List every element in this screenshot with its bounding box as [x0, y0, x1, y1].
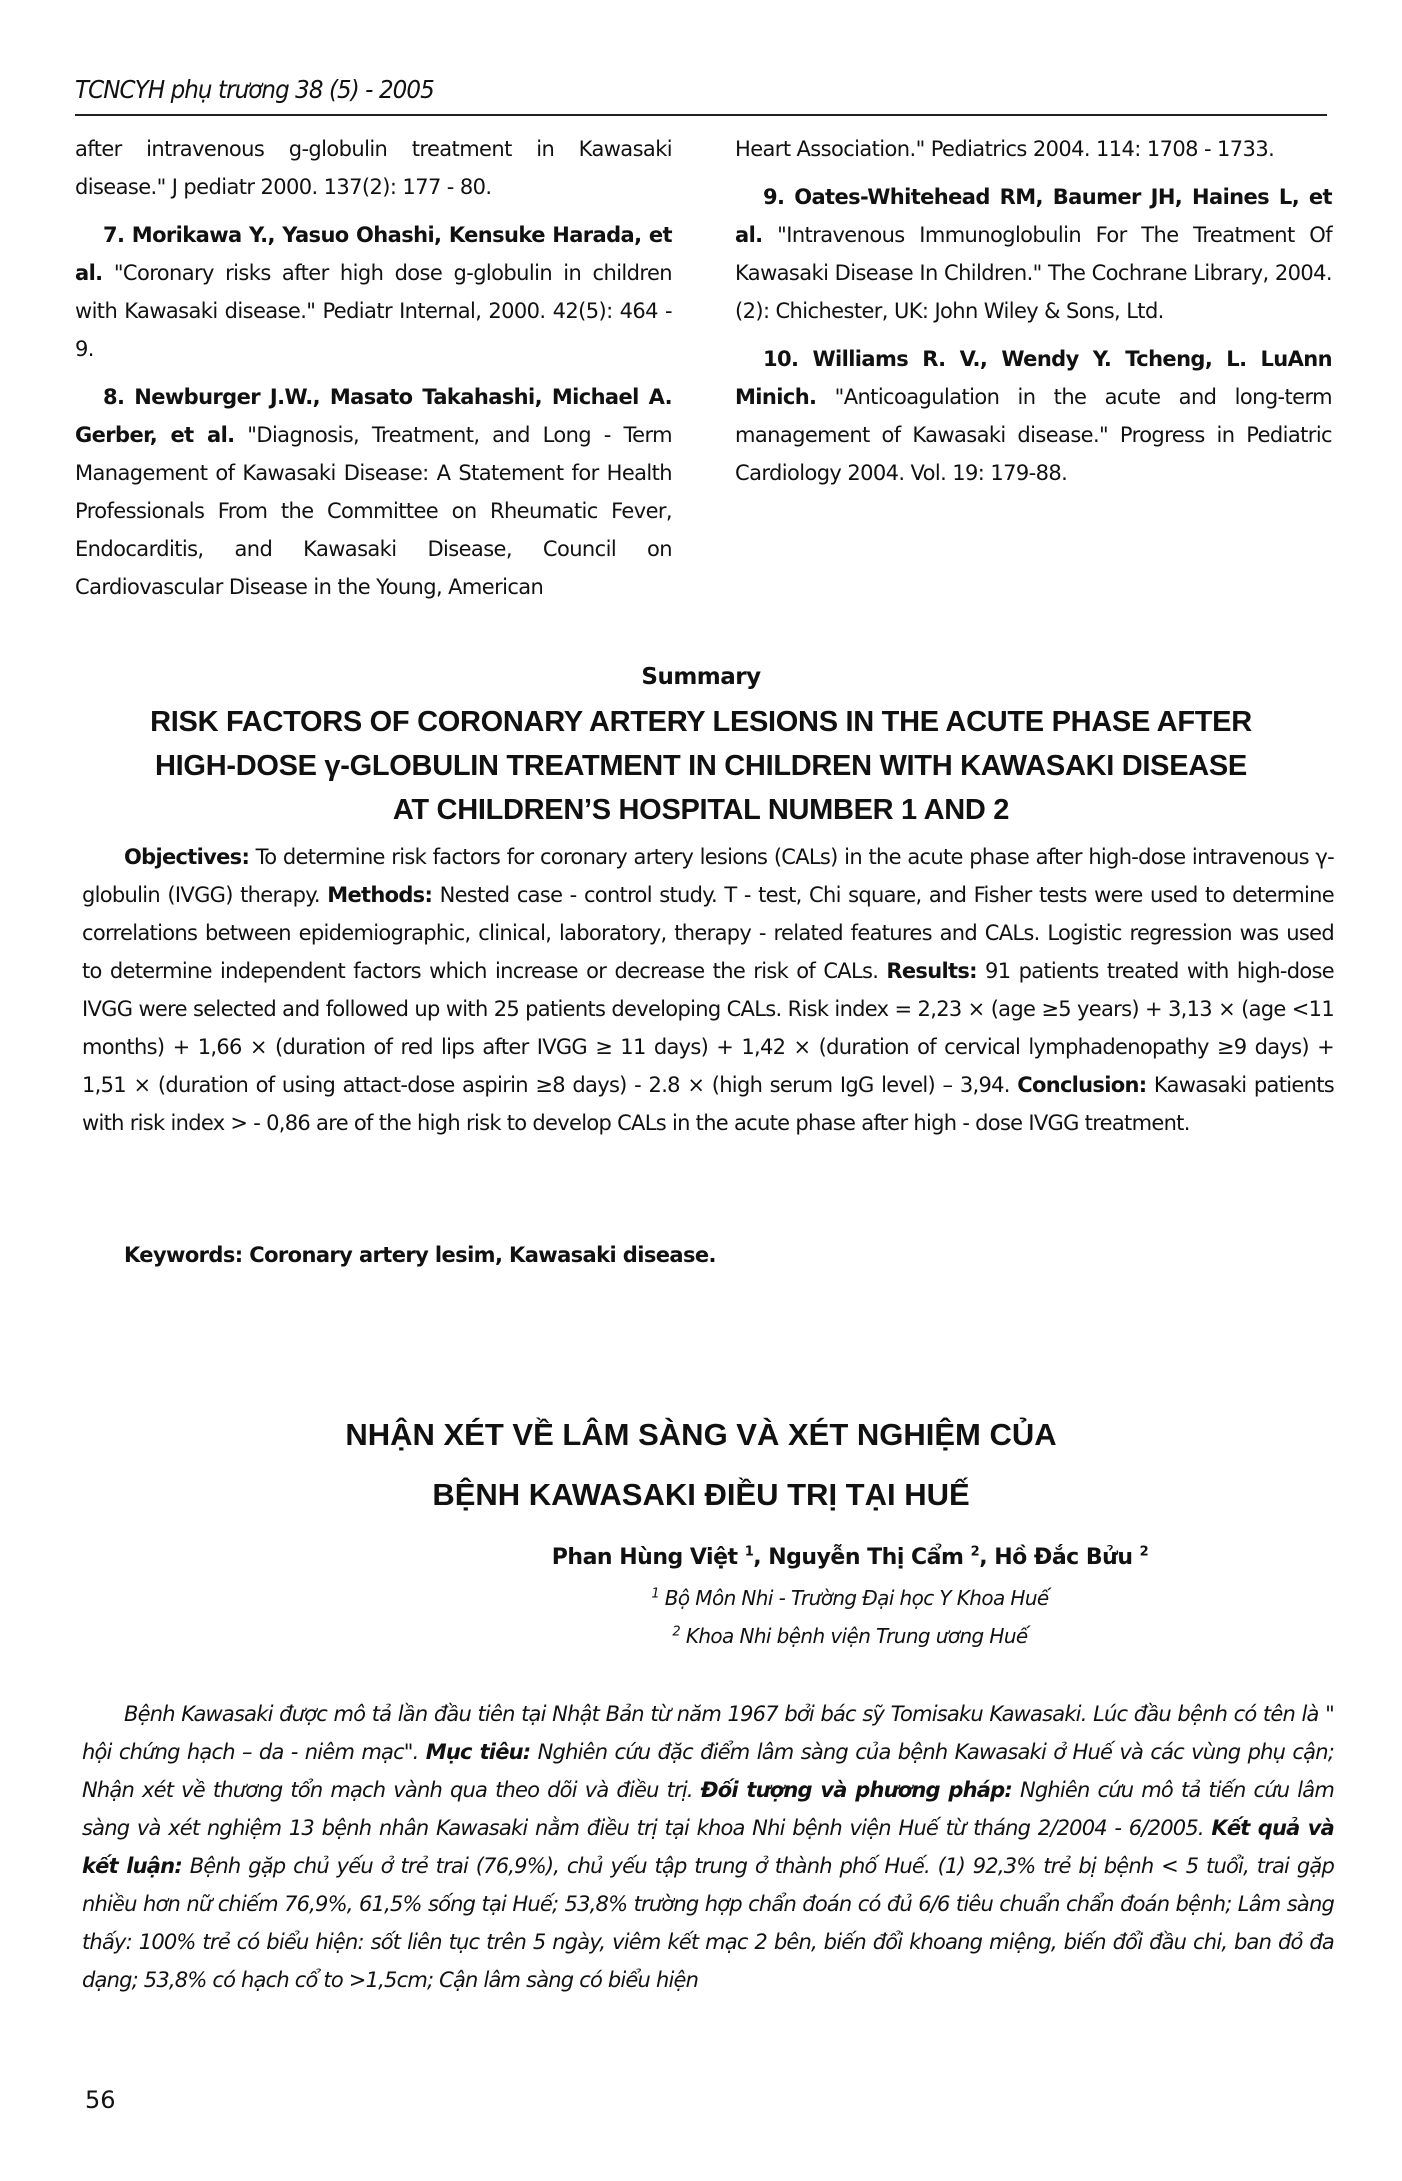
title-line: HIGH-DOSE γ-GLOBULIN TREATMENT IN CHILDREN WITH KAWASAKI DISEASE — [155, 750, 1247, 782]
objectives-text: To determine risk factors for coronary artery lesions (CALs) in the acute phase after high-dose intravenous γ-globulin (IVGG) therapy. — [82, 845, 1334, 907]
vietnamese-article-title — [60, 1405, 1342, 1525]
abstract-intro: Bệnh Kawasaki được mô tả lần đầu tiên tại Nhật Bản từ năm 1967 bởi bác sỹ Tomisaku Kawasaki. Lúc đầu bệnh có tên là " hội chứng hạch – da - niêm mạc". — [82, 1702, 1334, 1764]
methods-label: Methods: — [327, 883, 433, 907]
objective-label: Mục tiêu: — [425, 1740, 531, 1764]
keywords: Keywords: Coronary artery lesim, Kawasaki disease. — [124, 1243, 716, 1267]
reference-text: "Coronary risks after high dose g-globulin in children with Kawasaki disease." Pediatr Internal, 2000. 42(5): 464 - 9. — [75, 261, 672, 361]
affiliation-2 — [400, 1618, 1300, 1654]
author-name: Nguyễn Thị Cẩm — [768, 1545, 964, 1570]
author-list: Phan Hùng Việt $^1$, Nguyễn Thị Cẩm $^2$, Hồ Đắc Bửu $^2$ — [551, 1544, 1149, 1570]
reference-continuation — [75, 130, 672, 206]
methods-text: Nested case - control study. T - test, Chi square, and Fisher tests were used to determine correlations between epidemiographic, clinical, laboratory, therapy - related features and CALs. Logistic regression was used to determine independent factors which increase or decrease the risk of CALs. — [82, 883, 1334, 983]
results-label: Results: — [886, 959, 977, 983]
english-abstract — [82, 838, 1334, 1142]
references-right-column — [735, 130, 1332, 502]
reference-10 — [735, 340, 1332, 492]
reference-text: "Diagnosis, Treatment, and Long - Term Management of Kawasaki Disease: A Statement for Health Professionals From the Committee on Rheumatic Fever, Endocarditis, and Kawasaki Disease, Council on Cardiovascular Disease in the Young, American — [75, 423, 672, 599]
affiliation-mark: 2 — [672, 1624, 681, 1640]
methods-label: Đối tượng và phương pháp: — [700, 1778, 1012, 1802]
reference-9 — [735, 178, 1332, 330]
english-article-title — [60, 700, 1342, 832]
results-label: Kết quả và kết luận: — [82, 1816, 1334, 1878]
abstract-paragraph — [82, 838, 1334, 1142]
conclusion-text: Kawasaki patients with risk index > - 0,86 are of the high risk to develop CALs in the acute phase after high - dose IVGG treatment. — [82, 1073, 1334, 1135]
reference-text: "Intravenous Immunoglobulin For The Treatment Of Kawasaki Disease In Children." The Cochrane Library, 2004. (2): Chichester, UK: John Wiley & Sons, Ltd. — [735, 223, 1332, 323]
methods-text: Nghiên cứu mô tả tiến cứu lâm sàng và xét nghiệm 13 bệnh nhân Kawasaki nằm điều trị tại khoa Nhi bệnh viện Huế từ tháng 2/2004 - 6/2005. — [82, 1778, 1335, 1840]
reference-text: Heart Association." Pediatrics 2004. 114: 1708 - 1733. — [735, 137, 1275, 161]
journal-title: TCNCYH phụ trương 38 (5) - 2005 — [75, 75, 434, 104]
affiliation-text: Bộ Môn Nhi - Trường Đại học Y Khoa Huế — [659, 1586, 1049, 1610]
objectives-label: Objectives: — [124, 845, 250, 869]
conclusion-label: Conclusion: — [1017, 1073, 1147, 1097]
references-left-column — [75, 130, 672, 616]
reference-authors: 10. Williams R. V., Wendy Y. Tcheng, L. LuAnn Minich. — [735, 347, 1332, 409]
affiliation-mark: 1 — [651, 1586, 660, 1602]
reference-authors: 7. Morikawa Y., Yasuo Ohashi, Kensuke Harada, et al. — [75, 223, 672, 285]
title-line: AT CHILDREN’S HOSPITAL NUMBER 1 AND 2 — [392, 794, 1010, 826]
author-affiliation-mark: 2 — [970, 1544, 980, 1560]
reference-text: after intravenous g-globulin treatment in Kawasaki disease." J pediatr 2000. 137(2): 177 - 80. — [75, 137, 672, 199]
title-line: NHẬN XÉT VỀ LÂM SÀNG VÀ XÉT NGHIỆM CỦA — [345, 1417, 1057, 1452]
author-affiliation-mark: 1 — [744, 1544, 754, 1560]
running-header — [75, 70, 1327, 116]
results-text: Bệnh gặp chủ yếu ở trẻ trai (76,9%), chủ yếu tập trung ở thành phố Huế. (1) 92,3% trẻ bị bệnh < 5 tuổi, trai gặp nhiều hơn nữ chiếm 76,9%, 61,5% sống tại Huế; 53,8% trường hợp chẩn đoán có đủ 6/6 tiêu chuẩn chẩn đoán bệnh; Lâm sàng thấy: 100% trẻ có biểu hiện: sốt liên tục trên 5 ngày, viêm kết mạc 2 bên, biến đổi khoang miệng, biến đổi đầu chi, ban đỏ đa dạng; 53,8% có hạch cổ to >1,5cm; Cận lâm sàng có biểu hiện — [82, 1854, 1334, 1992]
reference-continuation — [735, 130, 1332, 168]
reference-authors: 9. Oates-Whitehead RM, Baumer JH, Haines L, et al. — [735, 185, 1332, 247]
summary-heading: Summary — [641, 664, 761, 690]
author-affiliation-mark: 2 — [1139, 1544, 1149, 1560]
reference-7 — [75, 216, 672, 368]
author-name: Phan Hùng Việt — [551, 1545, 738, 1570]
reference-text: "Anticoagulation in the acute and long-term management of Kawasaki disease." Progress in Pediatric Cardiology 2004. Vol. 19: 179-88. — [735, 385, 1332, 485]
vietnamese-abstract — [82, 1695, 1334, 1999]
reference-8 — [75, 378, 672, 606]
author-name: Hồ Đắc Bửu — [994, 1545, 1133, 1570]
reference-authors: 8. Newburger J.W., Masato Takahashi, Michael A. Gerber, et al. — [75, 385, 672, 447]
page-number: 56 — [85, 2086, 116, 2114]
affiliation-1 — [400, 1580, 1300, 1616]
results-text: 91 patients treated with high-dose IVGG were selected and followed up with 25 patients developing CALs. Risk index = 2,23 × (age ≥5 years) + 3,13 × (age <11 months) + 1,66 × (duration of red lips after IVGG ≥ 11 days) + 1,42 × (duration of cervical lymphadenopathy ≥9 days) + 1,51 × (duration of using attact-dose aspirin ≥8 days) - 2.8 × (high serum IgG level) – 3,94. — [82, 959, 1334, 1097]
objective-text: Nghiên cứu đặc điểm lâm sàng của bệnh Kawasaki ở Huế và các vùng phụ cận; Nhận xét về thương tổn mạch vành qua theo dõi và điều trị. — [82, 1740, 1334, 1802]
title-line: BỆNH KAWASAKI ĐIỀU TRỊ TẠI HUẾ — [432, 1477, 970, 1512]
abstract-paragraph — [82, 1695, 1334, 1999]
affiliation-text: Khoa Nhi bệnh viện Trung ương Huế — [680, 1624, 1028, 1648]
title-line: RISK FACTORS OF CORONARY ARTERY LESIONS IN THE ACUTE PHASE AFTER — [150, 706, 1252, 738]
